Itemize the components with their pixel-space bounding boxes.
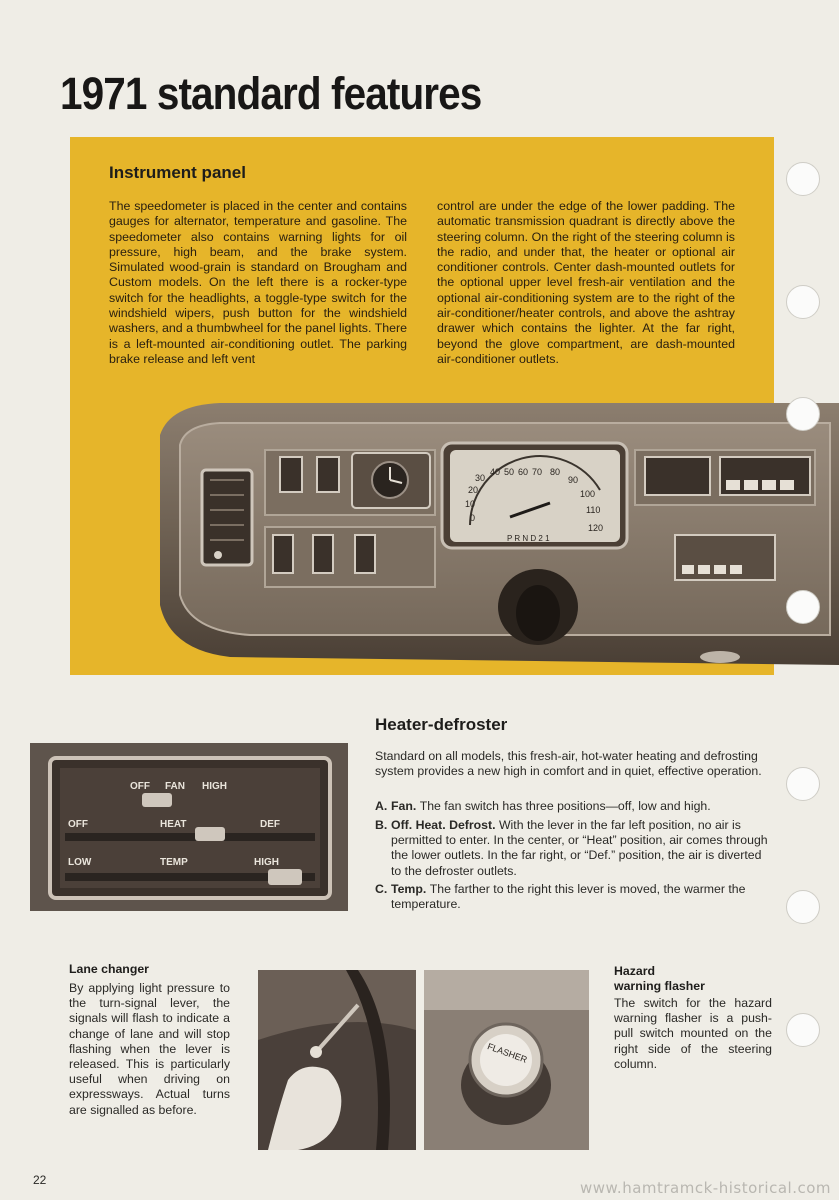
heater-item-a-text: The fan switch has three positions—off, low and high. (419, 799, 711, 813)
speedo-tick-30: 30 (475, 473, 486, 483)
binder-hole (786, 1013, 820, 1047)
binder-hole (786, 162, 820, 196)
heater-item-b-term: Off. Heat. Defrost. (391, 818, 499, 832)
page-title: 1971 standard features (60, 68, 482, 119)
heater-defroster-heading: Heater-defroster (375, 715, 508, 734)
heat-label: HEAT (160, 819, 187, 830)
binder-hole (786, 285, 820, 319)
speedo-tick-100: 100 (580, 489, 596, 499)
fan-label: FAN (165, 781, 185, 792)
turn-signal-photo (258, 970, 416, 1150)
heater-item-b (375, 818, 775, 879)
heater-item-c-text: The farther to the right this lever is moved, the warmer the temperature. (391, 882, 746, 912)
binder-hole (786, 590, 820, 624)
speedo-tick-10: 10 (465, 499, 476, 509)
off-label: OFF (68, 819, 88, 830)
instrument-panel-col2: control are under the edge of the lower padding. The automatic transmission quadrant is directly above the steering column. On the right of the steering column is the radio, and under that, the heater or optional air conditioner controls. Center dash-mounted outlets for the optional upper level fresh-air ventilation and the optional air-conditioning system are to the right of the air-conditioner/heater controls, and above the ashtray drawer which contains the lighter. At the far right, beyond the glove compartment, are dash-mounted air-conditioner outlets. (437, 199, 735, 366)
flasher-knob-photo (424, 970, 589, 1150)
speedo-tick-40: 40 (490, 467, 501, 477)
hazard-heading-line2: warning flasher (614, 979, 705, 993)
binder-hole (786, 767, 820, 801)
binder-hole (786, 397, 820, 431)
dashboard-illustration (140, 395, 839, 665)
speedo-tick-110: 110 (586, 505, 601, 515)
heater-item-b-text: With the lever in the far left position, no air is permitted to enter. In the center, or “Heat” position, air comes through the lower outlets. In the far right, or “Def.” position, the air is diverted to the defroster outlets. (391, 818, 768, 878)
speedo-tick-80: 80 (550, 467, 561, 477)
hazard-text: The switch for the hazard warning flasher is a push-pull switch mounted on the right side of the steering column. (614, 996, 772, 1071)
lane-changer-heading: Lane changer (69, 962, 149, 976)
heater-item-a-term: Fan. (391, 799, 420, 813)
fan-high-label: HIGH (202, 781, 227, 792)
page-number: 22 (33, 1173, 47, 1187)
speedo-tick-70: 70 (532, 467, 543, 477)
speedo-tick-50: 50 (504, 467, 515, 477)
def-label: DEF (260, 819, 280, 830)
heater-item-a-letter: A. (375, 799, 388, 813)
high-label: HIGH (254, 857, 279, 868)
heater-item-c-letter: C. (375, 882, 388, 896)
temp-label: TEMP (160, 857, 188, 868)
flasher-knob-label: FLASHER (486, 1041, 529, 1065)
speedo-tick-60: 60 (518, 467, 529, 477)
binder-hole (786, 890, 820, 924)
lane-changer-text: By applying light pressure to the turn-signal lever, the signals will flash to indicate a change of lane and will stop flashing when the lever is released. This is particularly useful when driving on expressways. Actual turns are signalled as before. (69, 981, 230, 1117)
heater-item-b-letter: B. (375, 818, 388, 832)
speedo-tick-20: 20 (468, 485, 479, 495)
instrument-panel-col1: The speedometer is placed in the center and contains gauges for alternator, temperature and gasoline. The speedometer also contains warning lights for oil pressure, high beam, and the brake system. Simulated wood-grain is standard on Brougham and Custom models. On the left there is a rocker-type switch for the headlights, a toggle-type switch for the windshield wipers, push button for the windshield washers, and a thumbwheel for the panel lights. There is a left-mounted air-conditioning outlet. The parking brake release and left vent (109, 199, 408, 366)
speedo-tick-90: 90 (568, 475, 579, 485)
heater-control-photo (30, 743, 348, 911)
gear-quadrant: P R N D 2 1 (507, 534, 550, 543)
low-label: LOW (68, 857, 92, 868)
watermark: www.hamtramck-historical.com (580, 1179, 831, 1197)
speedo-tick-120: 120 (588, 523, 604, 533)
heater-defroster-intro: Standard on all models, this fresh-air, hot-water heating and defrosting system provides a new high in comfort and in quiet, effective operation. (375, 749, 762, 779)
heater-item-c-term: Temp. (391, 882, 430, 896)
heater-item-c (375, 882, 775, 912)
heater-item-a (375, 799, 775, 814)
fan-off-label: OFF (130, 781, 150, 792)
hazard-heading-line1: Hazard (614, 964, 656, 978)
instrument-panel-heading: Instrument panel (109, 163, 246, 182)
speedo-tick-0: 0 (470, 513, 476, 523)
